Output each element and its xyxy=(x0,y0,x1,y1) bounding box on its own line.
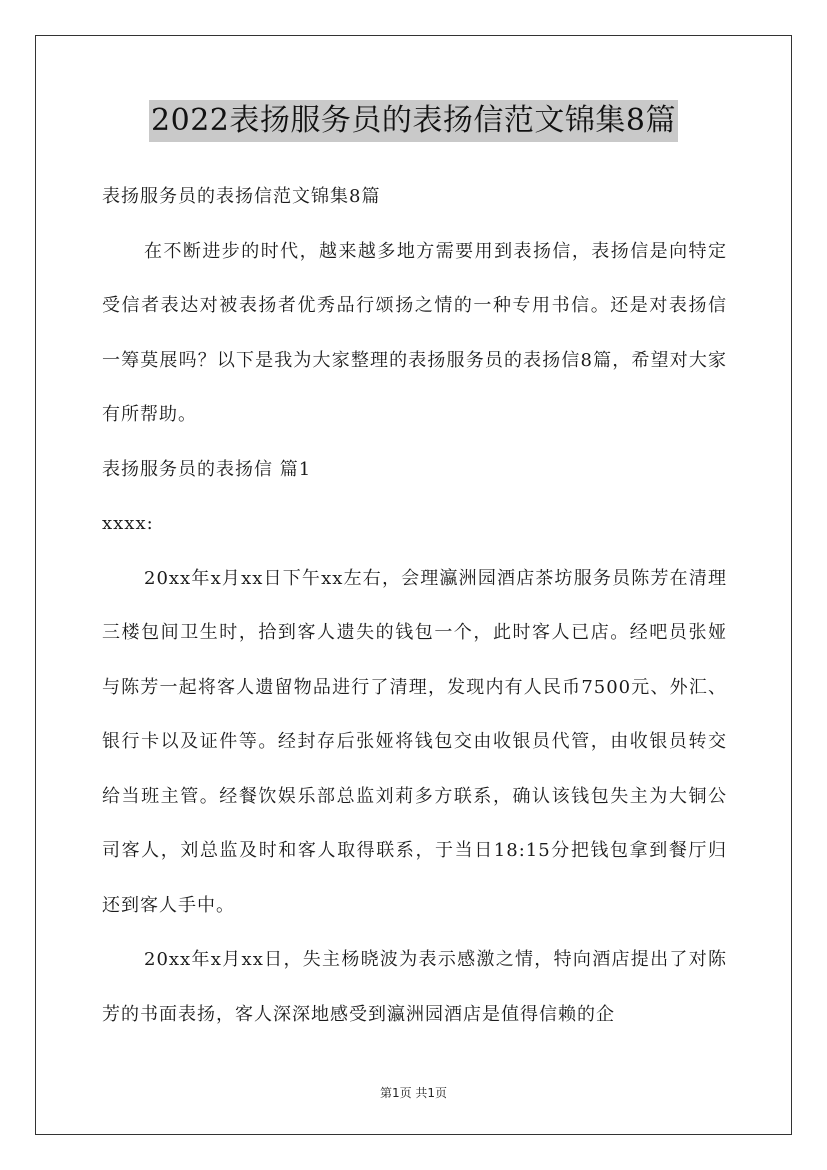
body-paragraph: 20xx年x月xx日，失主杨晓波为表示感激之情，特向酒店提出了对陈芳的书面表扬，客人深深地感受到瀛洲园酒店是值得信赖的企 xyxy=(102,949,727,1025)
section-heading: 表扬服务员的表扬信 篇1 xyxy=(102,458,312,480)
intro-paragraph: 在不断进步的时代，越来越多地方需要用到表扬信，表扬信是向特定受信者表达对被表扬者优秀品行颂扬之情的一种专用书信。还是对表扬信一筹莫展吗？以下是我为大家整理的表扬服务员的表扬信8篇，希望对大家有所帮助。 xyxy=(102,240,727,425)
body-paragraph: 20xx年x月xx日下午xx左右，会理瀛洲园酒店茶坊服务员陈芳在清理三楼包间卫生时，拾到客人遗失的钱包一个，此时客人已店。经吧员张娅与陈芳一起将客人遗留物品进行了清理，发现内有人民币7500元、外汇、银行卡以及证件等。经封存后张娅将钱包交由收银员代管，由收银员转交给当班主管。经餐饮娱乐部总监刘莉多方联系，确认该钱包失主为大铜公司客人，刘总监及时和客人取得联系，于当日18:15分把钱包拿到餐厅归还到客人手中。 xyxy=(102,567,727,916)
page-footer: 第1页 共1页 xyxy=(379,1086,448,1100)
subtitle-line: 表扬服务员的表扬信范文锦集8篇 xyxy=(102,186,381,207)
document-body xyxy=(102,170,727,1042)
title-container xyxy=(0,100,827,142)
document-title: 2022表扬服务员的表扬信范文锦集8篇 xyxy=(149,100,678,142)
salutation: xxxx: xyxy=(102,513,154,534)
